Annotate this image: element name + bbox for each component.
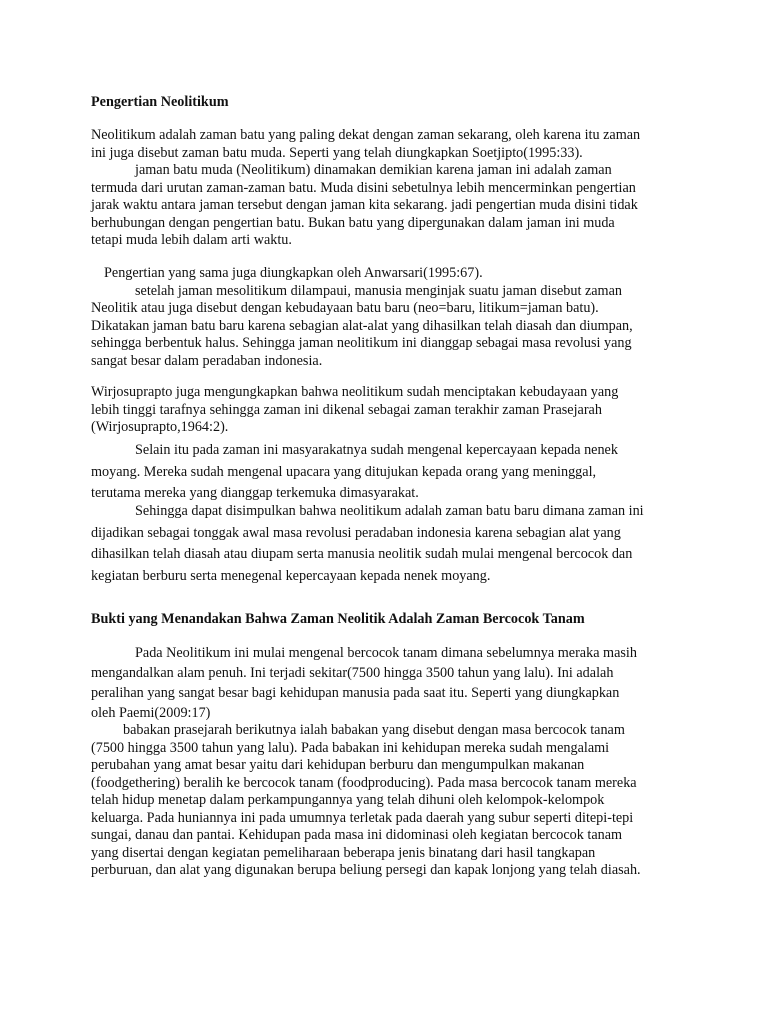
paragraph-6-line: telah hidup menetap dalam perkampungannya yang telah dihuni oleh kelompok-kelompok [91,792,605,808]
paragraph-4-line: dijadikan sebagai tonggak awal masa revolusi peradaban indonesia karena sebagian alat yang [91,524,621,541]
paragraph-6-line: sungai, danau dan pantai. Kehidupan pada masa ini didominasi oleh kegiatan bercocok tanam [91,827,623,843]
heading-pengertian-neolitikum: Pengertian Neolitikum [91,94,229,110]
paragraph-3-line: (Wirjosuprapto,1964:2). [91,419,229,435]
paragraph-6-line: (7500 hingga 3500 tahun yang lalu). Pada babakan ini kehidupan mereka sudah mengalami [91,739,610,756]
paragraph-2-line: Dikatakan jaman batu baru karena sebagian alat-alat yang dihasilkan telah diasah dan diumpan, [91,317,633,334]
paragraph-3-line: Wirjosuprapto juga mengungkapkan bahwa neolitikum sudah menciptakan kebudayaan yang [91,384,619,400]
paragraph-4-line: dihasilkan telah diasah atau diupam serta manusia neolitik sudah mulai mengenal bercocok dan [91,546,633,562]
paragraph-1-line: ini juga disebut zaman batu muda. Seperti yang telah diungkapkan Soetjipto(1995:33). [91,144,583,161]
paragraph-6-line: babakan prasejarah berikutnya ialah babakan yang disebut dengan masa bercocok tanam [123,722,625,738]
paragraph-5-line: mengandalkan alam penuh. Ini terjadi sekitar(7500 hingga 3500 tahun yang lalu). Ini adalah [91,665,614,681]
paragraph-1 [91,127,681,250]
paragraph-1-line: jaman batu muda (Neolitikum) dinamakan demikian karena jaman ini adalah zaman [135,162,612,178]
paragraph-1-line: berhubungan dengan pengertian batu. Bukan batu yang dipergunakan dalam jaman ini muda [91,214,615,231]
paragraph-4-line: Sehingga dapat disimpulkan bahwa neolitikum adalah zaman batu baru dimana zaman ini [135,503,644,519]
paragraph-2 [91,265,681,370]
paragraph-1-line: tetapi muda lebih dalam arti waktu. [91,232,292,248]
paragraph-6-line: perubahan yang amat besar yaitu dari kehidupan berburu dan mengumpulkan makanan [91,757,585,773]
paragraph-2-line: setelah jaman mesolitikum dilampaui, manusia menginjak suatu jaman disebut zaman [135,282,622,299]
heading-bukti-bercocok-tanam: Bukti yang Menandakan Bahwa Zaman Neolitik Adalah Zaman Bercocok Tanam [91,611,585,627]
paragraph-4 [91,501,681,587]
paragraph-5-line: oleh Paemi(2009:17) [91,705,211,721]
paragraph-1-line: Neolitikum adalah zaman batu yang paling dekat dengan zaman sekarang, oleh karena itu zaman [91,127,641,143]
paragraph-6-line: (foodgethering) beralih ke bercocok tanam (foodproducing). Pada masa bercocok tanam mereka [91,774,637,791]
paragraph-5 [91,643,681,723]
paragraph-1-line: jarak waktu antara jaman tersebut dengan jaman kita sekarang. jadi pengertian muda disini tidak [91,197,638,213]
paragraph-6-line: perburuan, dan alat yang digunakan berupa beliung persegi dan kapak lonjong yang telah diasah. [91,862,641,878]
paragraph-3-line: Selain itu pada zaman ini masyarakatnya sudah mengenal kepercayaan kepada nenek [135,442,618,458]
paragraph-5-line: Pada Neolitikum ini mulai mengenal bercocok tanam dimana sebelumnya meraka masih [135,645,637,661]
paragraph-4-line: kegiatan berburu serta menegenal kepercayaan kepada nenek moyang. [91,567,491,584]
paragraph-3b [91,440,681,505]
paragraph-2-line: sangat besar dalam peradaban indonesia. [91,352,323,369]
paragraph-5-line: peralihan yang sangat besar bagi kehidupan manusia pada saat itu. Seperti yang diungkapkan [91,685,620,701]
paragraph-2-line: sehingga berbentuk halus. Sehingga jaman neolitikum ini dianggap sebagai masa revolusi yang [91,335,632,351]
paragraph-1-line: termuda dari urutan zaman-zaman batu. Muda disini sebetulnya lebih mencerminkan pengertian [91,179,636,196]
paragraph-3-line: terutama mereka yang dianggap terkemuka dimasyarakat. [91,485,419,501]
paragraph-2-line: Neolitik atau juga disebut dengan kebudayaan batu baru (neo=baru, litikum=jaman batu). [91,300,599,316]
paragraph-6-line: keluarga. Pada huniannya ini pada umumnya terletak pada daerah yang subur seperti ditepi-tepi [91,809,634,826]
paragraph-3a [91,384,681,437]
paragraph-6 [91,722,681,880]
paragraph-3-line: moyang. Mereka sudah mengenal upacara yang ditujukan kepada orang yang meninggal, [91,463,597,480]
paragraph-3-line: lebih tinggi tarafnya sehingga zaman ini dikenal sebagai zaman terakhir zaman Prasejarah [91,401,602,418]
paragraph-6-line: yang disertai dengan kegiatan pemeliharaan beberapa jenis binatang dari hasil tangkapan [91,844,596,861]
paragraph-2-line: Pengertian yang sama juga diungkapkan oleh Anwarsari(1995:67). [104,265,483,281]
